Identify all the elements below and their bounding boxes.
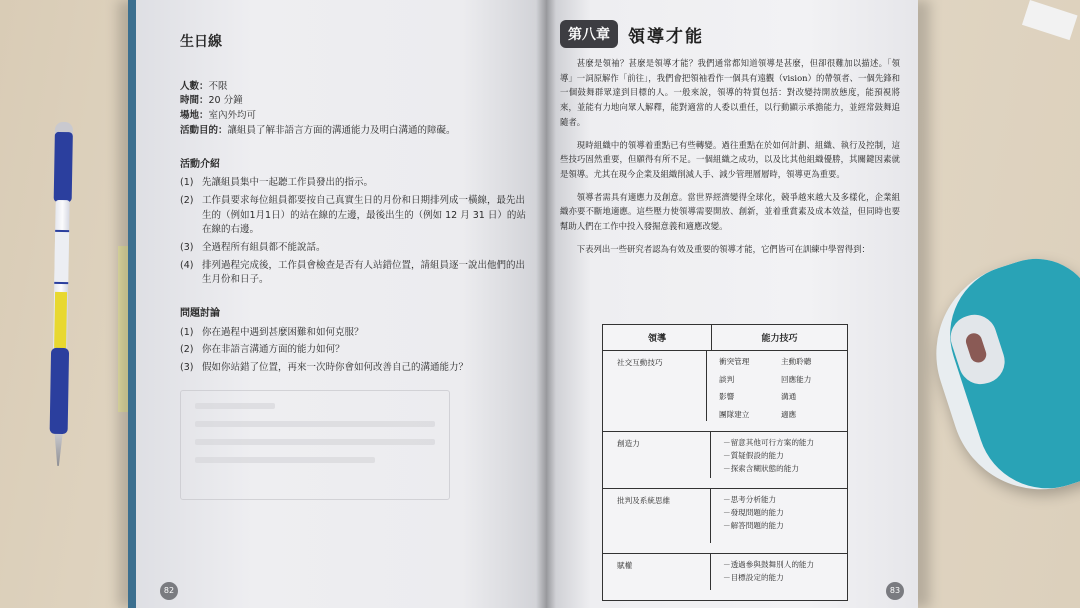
- info-value: 不限: [208, 80, 228, 92]
- table-header: [603, 325, 847, 351]
- section-heading-intro: 活動介紹: [180, 158, 220, 170]
- table-cell: 賦權: [603, 554, 711, 590]
- chapter-label: 第八章: [560, 20, 618, 48]
- list-item: (2) 工作員要求每位組員都要按自己真實生日的月份和日期排列成一橫線，最先出生的（例如1月1日）的站在線的左邊，最後出生的（例如 12 月 31 日）的站在線的右邊。: [180, 194, 526, 236]
- left-page-content: [180, 32, 530, 379]
- table-row: [603, 489, 847, 554]
- questions-list: [180, 326, 530, 376]
- list-item: (1) 先讓組員集中一起聽工作員發出的指示。: [180, 177, 374, 189]
- info-row: [180, 80, 530, 95]
- paragraph: 領導者需具有適應力及創意。當世界經濟變得全球化，競爭越來越大及多樣化，企業組織亦要不斷地適應。這些壓力使領導需要開放、創新，並着重賞素及成本效益，但同時也要幫助人們在工作中投入發掘意義和適應改變。: [560, 191, 900, 232]
- activity-title: 生日線: [180, 34, 222, 50]
- page-number-right: 83: [886, 582, 904, 600]
- info-value: 室內外均可: [208, 110, 257, 122]
- info-label: 人數：: [180, 80, 209, 92]
- list-item: (3) 假如你站錯了位置，再來一次時你會如何改善自己的溝通能力？: [180, 362, 469, 374]
- table-row: [603, 351, 847, 432]
- activity-info: [180, 80, 530, 139]
- info-label: 活動目的：: [180, 124, 228, 136]
- left-page: [128, 0, 546, 608]
- book-cover-edge: [128, 0, 136, 608]
- list-item: (4) 排列過程完成後，工作員會檢查是否有人站錯位置，請組員逐一說出他們的出生月份和日子。: [180, 259, 526, 286]
- book-gutter: [536, 0, 556, 608]
- steps-list: [180, 176, 530, 288]
- chapter-header: [560, 20, 900, 48]
- table-cell: 創造力: [603, 432, 711, 478]
- table-cell: －透過參與鼓舞別人的能力 －目標設定的能力: [723, 560, 815, 582]
- bleed-through-box: [180, 390, 450, 500]
- table-cell: －留意其他可行方案的能力 －質疑假設的能力 －探索含糊狀態的能力: [723, 438, 815, 473]
- list-item: (1) 你在過程中遇到甚麼困難和如何克服？: [180, 326, 364, 338]
- table-cell: －思考分析能力 －發現問題的能力 －解答問題的能力: [723, 495, 784, 530]
- paragraph: 下表列出一些研究者認為有效及重要的領導才能，它們皆可在訓練中學習得到：: [576, 243, 870, 254]
- table-cell: 社交互動技巧: [603, 351, 707, 421]
- right-page-content: [560, 20, 900, 256]
- info-row: [180, 94, 530, 109]
- section-heading-discussion: 問題討論: [180, 308, 220, 320]
- column-header: 領導: [603, 325, 712, 350]
- chapter-title: 領導才能: [628, 26, 704, 47]
- info-value: 20 分鐘: [208, 95, 243, 107]
- pen-grip: [50, 348, 69, 434]
- pen-cap: [54, 132, 73, 202]
- table-row: [603, 432, 847, 489]
- paragraph: 甚麼是領袖？甚麼是領導才能？我們通常都知道領導是甚麼，但卻很難加以描述。「領導」一詞原解作「前往」，我們會把領袖看作一個具有遠觀（vision）的帶領者、一個先鋒和一個鼓舞群眾達到目標的人。一般來說，領導的特質包括：對改變持開放態度，能預視將來，並能有力地向眾人解釋，能對適當的人委以重任，以行動顯示承擔能力，並經常鼓舞追隨者。: [560, 58, 900, 127]
- paragraph: 現時組織中的領導着重點已有些轉變。過往重點在於如何計劃、組織、執行及控制，這些技巧固然重要，但願得有所不足。一個組織之成功，以及比其他組織優勝，其關鍵因素就是領導。尤其在現今企業及組織削減人手、減少管理層層時，領導更為重要。: [560, 139, 900, 179]
- table-cell: 衝突管理 主動聆聽 談判 回應能力 影響 溝通 團隊建立 適應: [719, 357, 812, 419]
- pen-label: [54, 230, 69, 284]
- column-header: 能力技巧: [761, 334, 798, 344]
- pen-ink-window: [54, 292, 67, 348]
- list-item: (3) 全過程所有組員都不能說話。: [180, 241, 326, 253]
- info-label: 場地：: [180, 110, 209, 122]
- info-label: 時間：: [180, 95, 209, 107]
- info-row: [180, 124, 530, 139]
- pen-tip: [54, 434, 63, 466]
- info-value: 讓組員了解非語言方面的溝通能力及明白溝通的障礙。: [227, 124, 456, 136]
- right-page: [546, 0, 918, 608]
- list-item: (2) 你在非語言溝通方面的能力如何？: [180, 344, 345, 356]
- page-number-left: 82: [160, 582, 178, 600]
- table-row: [603, 554, 847, 600]
- table-cell: 批判及系統思維: [603, 489, 711, 543]
- leadership-skills-table: [602, 324, 848, 601]
- info-row: [180, 109, 530, 124]
